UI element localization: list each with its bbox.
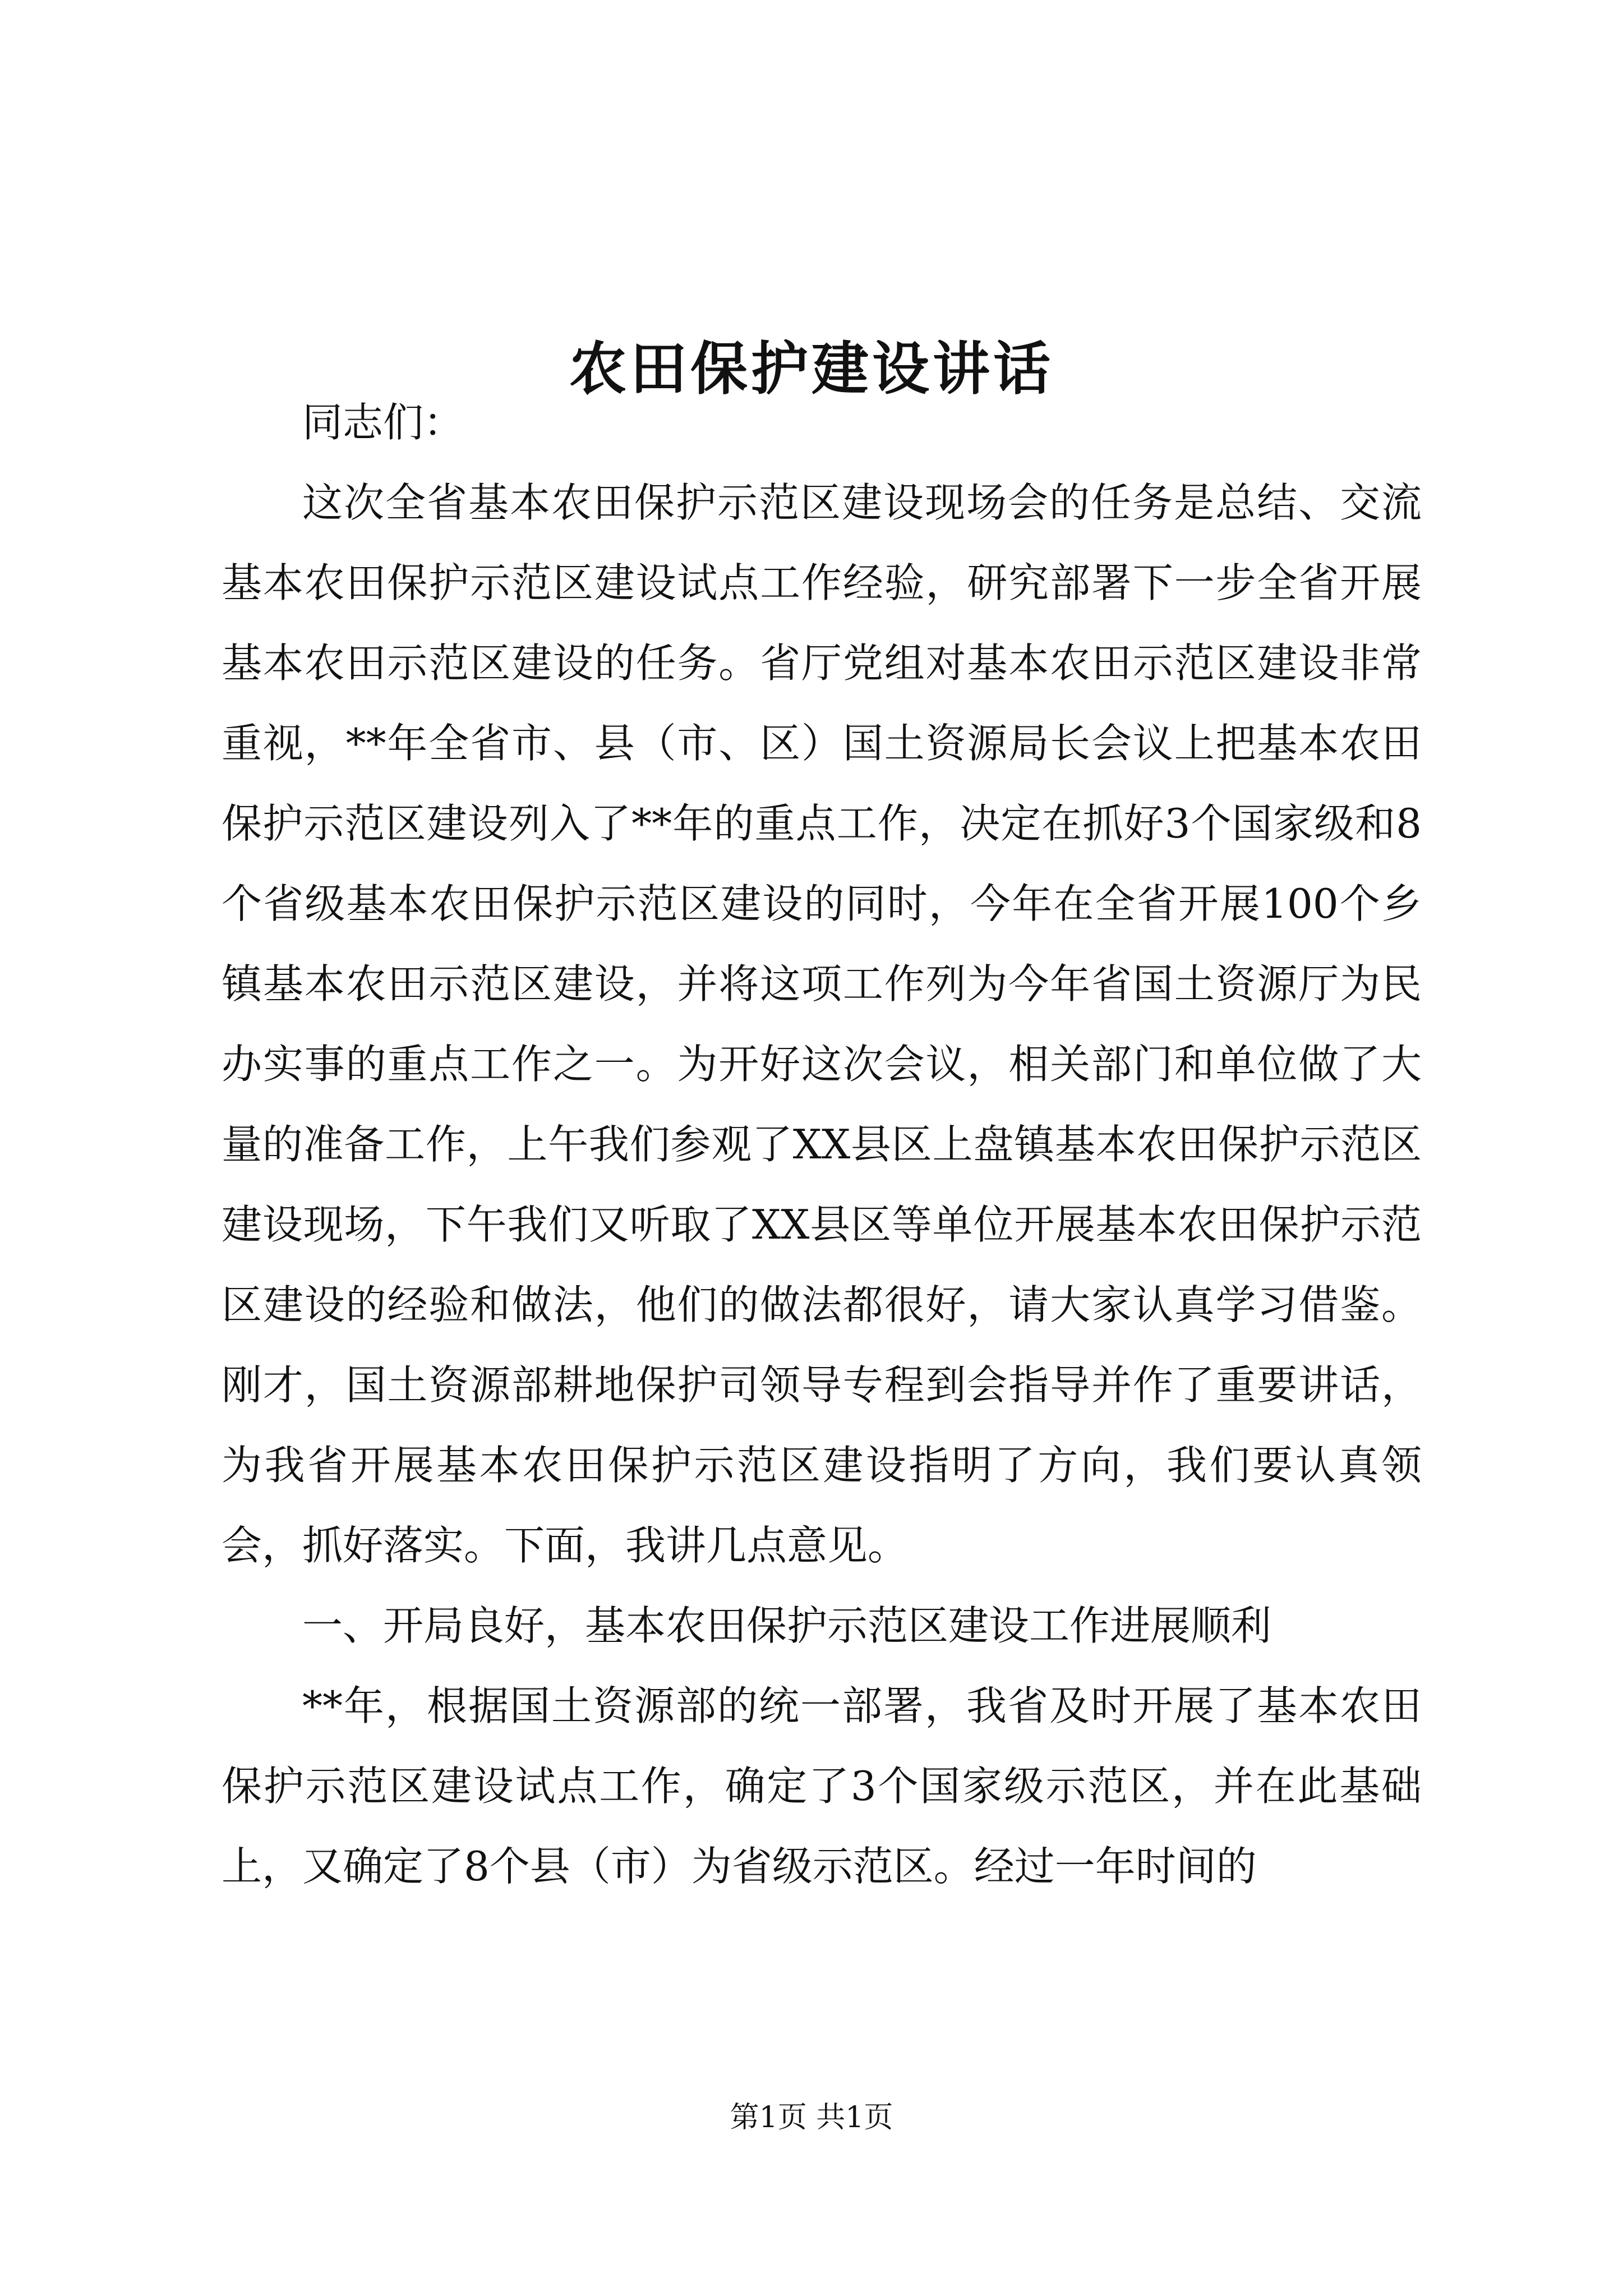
page-footer: 第1页 共1页	[730, 2101, 893, 2134]
section-heading-1: 一、开局良好，基本农田保护示范区建设工作进展顺利	[302, 1602, 1272, 1649]
document-body	[222, 383, 1422, 1907]
paragraph-intro: 这次全省基本农田保护示范区建设现场会的任务是总结、交流基本农田保护示范区建设试点工作经验，研究部署下一步全省开展基本农田示范区建设的任务。省厅党组对基本农田示范区建设非常重视，**年全省市、县（市、区）国土资源局长会议上把基本农田保护示范区建设列入了**年的重点工作，决定在抓好3个国家级和8个省级基本农田保护示范区建设的同时，今年在全省开展100个乡镇基本农田示范区建设，并将这项工作列为今年省国土资源厅为民办实事的重点工作之一。为开好这次会议，相关部门和单位做了大量的准备工作，上午我们参观了XX县区上盘镇基本农田保护示范区建设现场，下午我们又听取了XX县区等单位开展基本农田保护示范区建设的经验和做法，他们的做法都很好，请大家认真学习借鉴。刚才，国土资源部耕地保护司领导专程到会指导并作了重要讲话，为我省开展基本农田保护示范区建设指明了方向，我们要认真领会，抓好落实。下面，我讲几点意见。	[222, 479, 1422, 1569]
document-title: 农田保护建设讲话	[569, 335, 1054, 403]
greeting: 同志们：	[302, 399, 464, 446]
paragraph-section-1: **年，根据国土资源部的统一部署，我省及时开展了基本农田保护示范区建设试点工作，确定了3个国家级示范区，并在此基础上，又确定了8个县（市）为省级示范区。经过一年时间的	[222, 1682, 1422, 1890]
